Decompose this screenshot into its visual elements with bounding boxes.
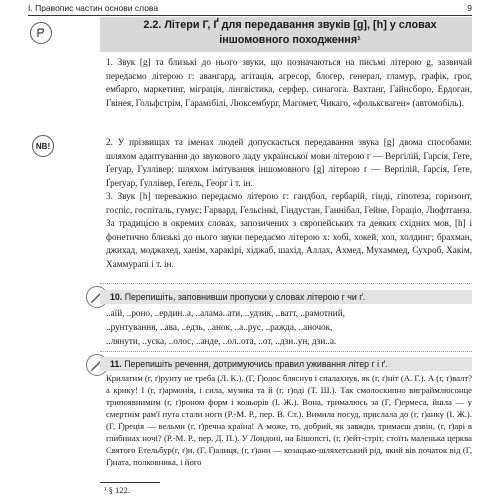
exercise-10-line-2: ..рунтування, ..ава, ..едзь, ..анок, ..а..рус, ..ражда, ..аночок,	[106, 322, 333, 332]
section-title-line-2: іншомовного походження¹	[219, 34, 361, 46]
divider	[100, 351, 472, 352]
task-11-heading	[110, 357, 470, 371]
footnote: ¹ § 122.	[104, 485, 130, 495]
exercise-10-line-3: ..лянути, ..уска, ..олос, ..анде, ..ол..ота, ..от, ..дзи..ун, дзи..а.	[106, 336, 337, 346]
task-11-text: Перепишіть речення, дотримуючись правил уживання літер г і ґ.	[124, 359, 388, 369]
exercise-10-line-1: ..аїй, ..роно, ..ердин..а, ..алама..ати, ..удзик, ..ватт, ..рамотний,	[106, 308, 345, 318]
task-10-number: 10.	[110, 292, 123, 302]
rule-paragraph-3: 3. Звук [h] переважно передаємо літерою г: гандбол, гербарій, гінді, гіпотеза, горизонт, госпіс, госпіталь, гумус; Гарвард, Гельсінкі, Гіндустан, Ганнібал, Гейне, Гораціо, Люфтганза. За традицією в окремих словах, запозичених з європейських та деяких східних мов, [h] і фонетично близькі до нього звуки передаємо літерою х: хобі, хокей, хол, холдинг; брахман, джихад, моджахед, ханім, харакірі, хіджаб, шахід, Аллах, Ахмед, Мухаммед, Сухроб, Хакім, Хаммурапі і т. ін.	[106, 191, 472, 269]
footnote-rule	[100, 482, 160, 483]
exercise-11-text: Крилатим (г, ґ)рунту не треба (Л. К.). (Г, Ґ)олос бляснув і спалахнув, як (г, ґ)ніт (А. Г.). А (г, ґ)валт? а крику! І (г, ґ)армонія, і сила, музика та й (г, ґ)оді (Т. Ш.). Так смолоскипно виграймлюсонце трипоявнимим (г, ґ)роном форм і кольорів (І. Ж.). Вона, трималюсь за (Г, Ґ)ермеса, йшла — у смертнім рам'ї пута стали ноги (Р.-М. Р., пер. В. Ст.). Вимила посуд, прислала до (г, ґ)анку (І. Ж.). (Г, Ґ)реція — вельми (г, ґ)речна країна! А може, то, добрий, як завжди, тримаєш дзвін, (г, ґ)арі в глибинах ночі? (Р.-М. Р., пер. Д. П.). У Лондоні, на Бішопсгі, (г, ґ)ейт-стріт, стоїть маленька церква Святого Етельбур(г, ґ)и. (Г, Ґ)алиця, (г, ґ)ани — козацько-шляхетський рід, який вів початок від (Г, Ґ)ната, полковника, і його	[106, 373, 472, 467]
page-number: 9	[467, 3, 472, 13]
rule-paragraph-2: 2. У прізвищах та іменах людей допускається передавання звука [g] двома способами: шляхом адаптування до звукового ладу української мови літерою г — Вергілій, Гарсія, Гете, Ґегуар, Гуллівер; шляхом імітування іншомовного [g] літерою ґ — Верґілій, Ґарсія, Ґете, Ґреґуар, Ґуллівер, Ґеґель, Георг і т. ін.	[106, 137, 472, 188]
section-title	[110, 18, 470, 48]
task-10-text: Перепишіть, заповнивши пропуски у словах літерою г чи ґ.	[124, 292, 366, 302]
task-11-number: 11.	[110, 359, 122, 369]
section-title-line-1: 2.2. Літери Г, Ґ для передавання звуків [g], [h] у словах	[143, 19, 437, 31]
running-header	[28, 3, 472, 16]
nb-icon: NB!	[32, 135, 54, 157]
header-chapter-title: І. Правопис частин основи слова	[28, 3, 159, 13]
task-10-heading	[110, 290, 470, 304]
divider	[100, 283, 472, 284]
section-marker-icon	[30, 22, 52, 44]
rule-paragraph-1: 1. Звук [g] та близькі до нього звуки, що позначаються на письмі літерою g, зазвичай передаємо літерою г: авангард, агітація, агресор, блогер, генерал, гламур, графік, грог, ембарго, маркетинг, міграція, лінгвістика, серфер, синагога. Вахтанг, Гайнсборо, Ердоган, Гвінея, Гольфстрім, Гарамібілі, Люксембург, Магомет, Чикаго, «фольксваген» (автомобіль).	[106, 57, 472, 108]
